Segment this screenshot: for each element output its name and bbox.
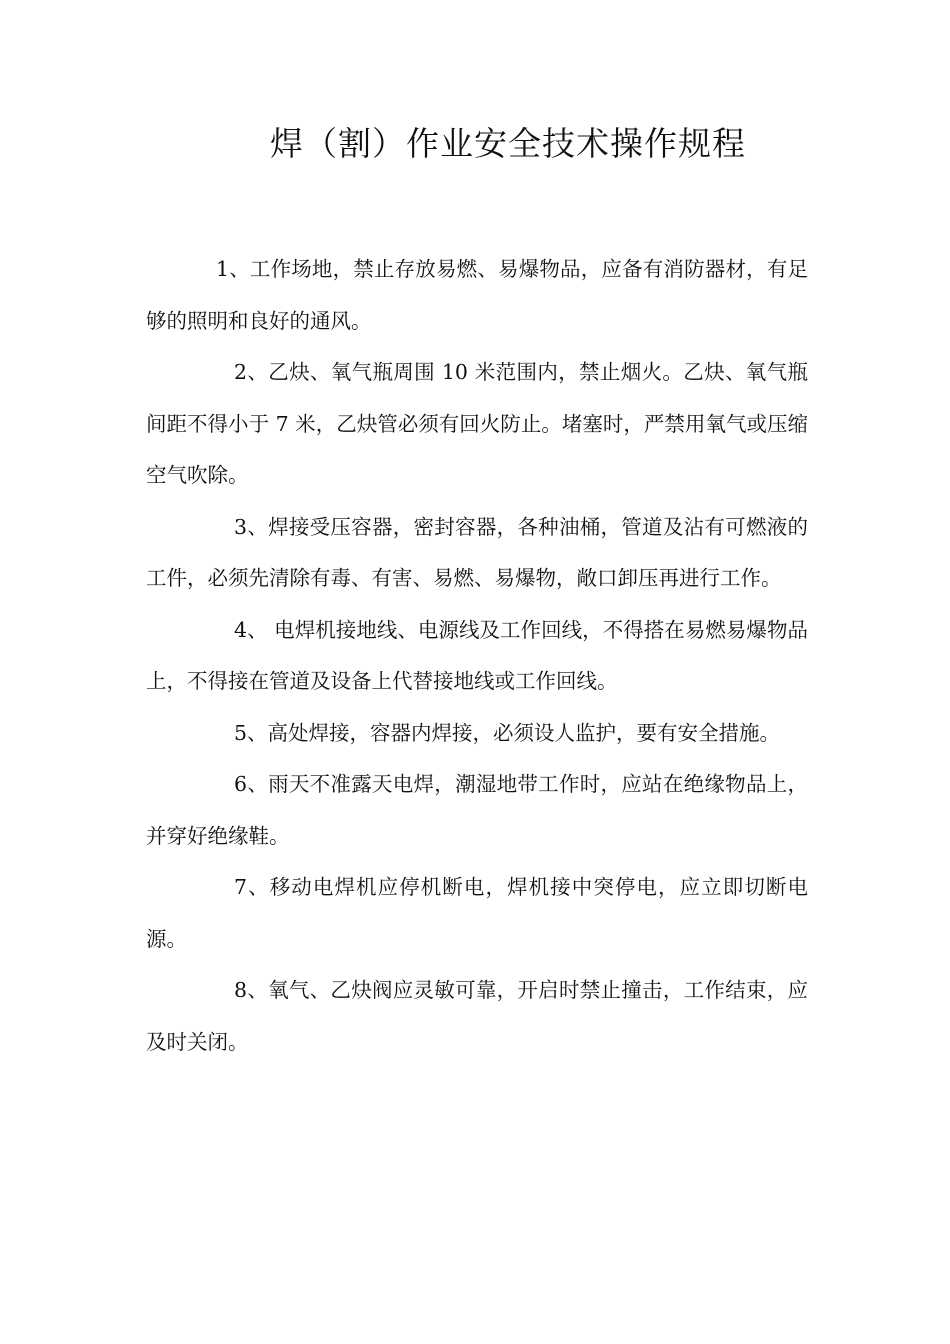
rule-paragraph-8: 8、氧气、乙炔阀应灵敏可靠，开启时禁止撞击，工作结束，应及时关闭。 (146, 978, 808, 1054)
rule-paragraph-7: 7、移动电焊机应停机断电，焊机接中突停电，应立即切断电源。 (146, 875, 808, 951)
rule-paragraph-4: 4、 电焊机接地线、电源线及工作回线，不得搭在易燃易爆物品上，不得接在管道及设备上代替接地线或工作回线。 (146, 617, 808, 693)
rule-paragraph-6: 6、雨天不准露天电焊，潮湿地带工作时，应站在绝缘物品上，并穿好绝缘鞋。 (146, 772, 808, 848)
rule-paragraph-2: 2、乙炔、氧气瓶周围 10 米范围内，禁止烟火。乙炔、氧气瓶间距不得小于 7 米，乙炔管必须有回火防止。堵塞时，严禁用氧气或压缩空气吹除。 (146, 360, 808, 487)
rule-paragraph-3: 3、焊接受压容器，密封容器，各种油桶，管道及沾有可燃液的工件，必须先清除有毒、有害、易燃、易爆物，敞口卸压再进行工作。 (146, 514, 808, 590)
rule-paragraph-1: 1、工作场地，禁止存放易燃、易爆物品，应备有消防器材，有足够的照明和良好的通风。 (146, 257, 808, 333)
document-body (146, 244, 808, 1068)
rule-paragraph-5: 5、高处焊接，容器内焊接，必须设人监护，要有安全措施。 (234, 720, 781, 745)
document-title: 焊（割）作业安全技术操作规程 (270, 124, 746, 163)
